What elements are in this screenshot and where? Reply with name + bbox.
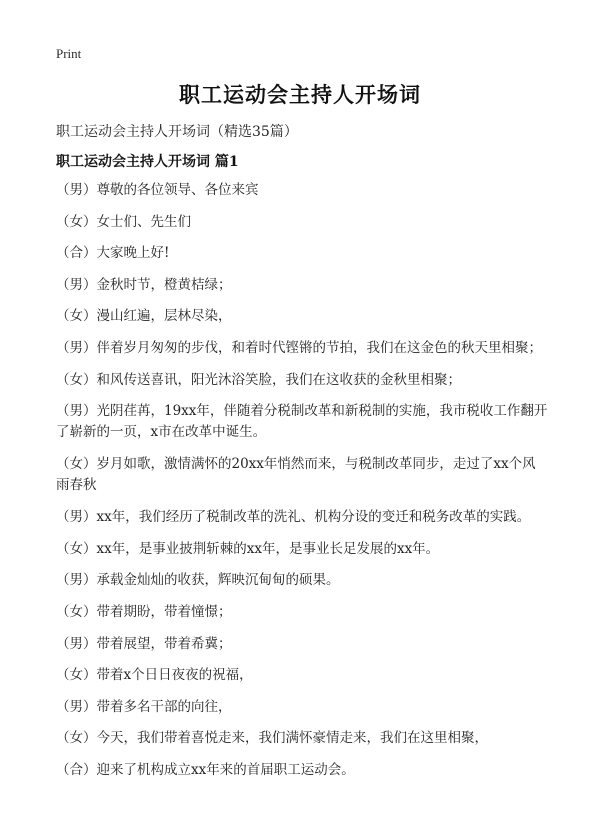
dialogue-line: （男）带着展望，带着希冀； (56, 635, 232, 652)
dialogue-list (56, 180, 548, 792)
dialogue-line: （男）金秋时节，橙黄桔绿； (56, 276, 232, 293)
dialogue-line: （女）带着期盼，带着憧憬； (56, 603, 232, 620)
page-title: 职工运动会主持人开场词 (179, 82, 421, 107)
dialogue-line: （男）光阴荏苒，19xx年，伴随着分税制改革和新税制的实施，我市税收工作翻开了崭新的一页，x市在改革中诞生。 (56, 403, 548, 441)
dialogue-line: （男）伴着岁月匆匆的步伐，和着时代铿锵的节拍，我们在这金色的秋天里相聚； (56, 339, 542, 356)
dialogue-line: （合）迎来了机构成立xx年来的首届职工运动会。 (56, 761, 355, 778)
dialogue-line: （女）xx年，是事业披荆斩棘的xx年，是事业长足发展的xx年。 (56, 540, 440, 557)
section-heading: 职工运动会主持人开场词 篇1 (56, 154, 239, 170)
dialogue-line: （男）带着多名干部的向往， (56, 698, 232, 715)
document-subtitle: 职工运动会主持人开场词（精选35篇） (56, 124, 298, 140)
print-link[interactable]: Print (56, 46, 82, 61)
dialogue-line: （男）尊敬的各位领导、各位来宾 (56, 182, 259, 198)
dialogue-line: （男）承载金灿灿的收获，辉映沉甸甸的硕果。 (56, 572, 340, 589)
dialogue-line: （女）和风传送喜讯，阳光沐浴笑脸，我们在这收获的金秋里相聚； (56, 371, 461, 388)
dialogue-line: （女）带着x个日日夜夜的祝福， (56, 667, 253, 684)
dialogue-line: （女）漫山红遍，层林尽染， (56, 308, 232, 325)
dialogue-line: （合）大家晚上好! (56, 245, 170, 262)
dialogue-line: （女）岁月如歌，激情满怀的20xx年悄然而来，与税制改革同步，走过了xx个风雨春秋 (56, 456, 536, 494)
dialogue-line: （女）女士们、先生们 (56, 213, 191, 230)
dialogue-line: （男）xx年，我们经历了税制改革的洗礼、机构分设的变迁和税务改革的实践。 (56, 509, 531, 526)
dialogue-line: （女）今天，我们带着喜悦走来，我们满怀豪情走来，我们在这里相聚， (56, 730, 488, 747)
